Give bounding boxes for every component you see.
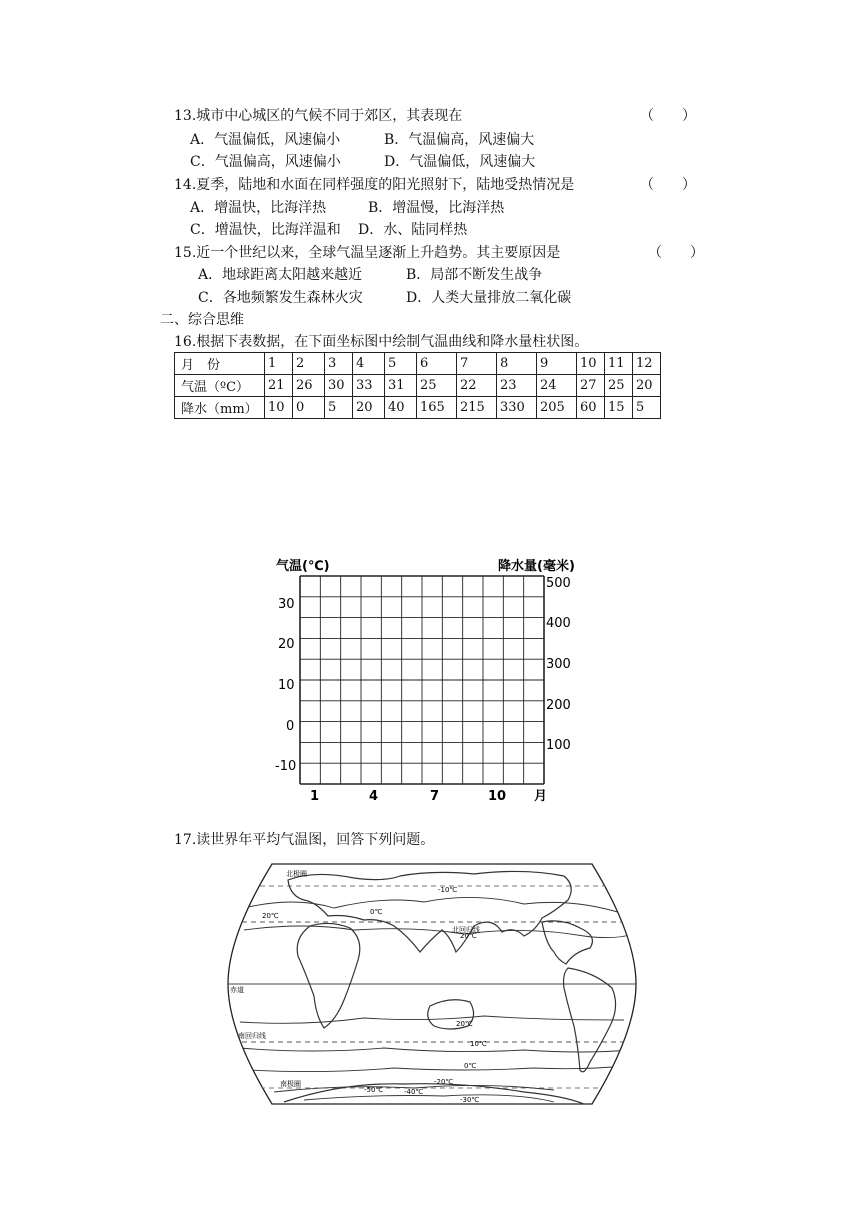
- table-cell: 20: [353, 397, 385, 419]
- q13-option-c: C．气温偏高，风速偏小: [190, 154, 341, 170]
- table-cell: 1: [265, 353, 293, 375]
- table-cell: 33: [353, 375, 385, 397]
- eurasia-outline: [288, 871, 571, 952]
- table-row-header: 月 份: [175, 353, 265, 375]
- q14-option-d: D．水、陆同样热: [358, 222, 468, 238]
- isotherm-10-south: [240, 1048, 630, 1052]
- table-cell: 10: [265, 397, 293, 419]
- label-arctic-circle: 北极圈: [286, 870, 307, 878]
- table-cell: 5: [633, 397, 661, 419]
- q13-answer-paren[interactable]: （ ）: [640, 108, 696, 124]
- label-isotherm: -50℃: [364, 1086, 384, 1094]
- q13-stem: 13.城市中心城区的气候不同于郊区，其表现在: [174, 108, 463, 124]
- x-tick-label: 4: [369, 789, 379, 804]
- table-cell: 24: [537, 375, 577, 397]
- table-row-precipitation: [175, 397, 661, 419]
- table-cell: 26: [293, 375, 325, 397]
- label-tropic-of-capricorn: 南回归线: [238, 1032, 266, 1040]
- q13-option-a: A．气温偏低，风速偏小: [190, 132, 341, 148]
- right-tick-label: 100: [546, 738, 571, 753]
- label-isotherm: 10℃: [470, 1040, 487, 1048]
- right-tick-label: 500: [546, 576, 571, 591]
- table-cell: 3: [325, 353, 353, 375]
- left-tick-label: 10: [278, 678, 295, 693]
- left-tick-label: 30: [278, 597, 295, 612]
- q15-option-b: B．局部不断发生战争: [406, 267, 543, 283]
- label-tropic-of-cancer: 北回归线: [452, 926, 480, 934]
- table-cell: 215: [457, 397, 497, 419]
- table-cell: 22: [457, 375, 497, 397]
- table-row-header: 气温（ºC）: [175, 375, 265, 397]
- table-cell: 8: [497, 353, 537, 375]
- q15-option-d: D．人类大量排放二氧化碳: [406, 290, 572, 306]
- left-tick-label: -10: [275, 759, 297, 774]
- table-row-months: [175, 353, 661, 375]
- label-isotherm: 20℃: [460, 932, 477, 940]
- section-heading: 二、综合思维: [160, 312, 244, 328]
- table-cell: 7: [457, 353, 497, 375]
- q16-stem: 16.根据下表数据，在下面坐标图中绘制气温曲线和降水量柱状图。: [174, 334, 589, 350]
- north-america-outline: [542, 921, 592, 964]
- label-isotherm: -20℃: [434, 1078, 454, 1086]
- q14-option-a: A．增温快，比海洋热: [190, 200, 327, 216]
- table-cell: 20: [633, 375, 661, 397]
- left-axis-title: 气温(℃): [276, 559, 330, 574]
- africa-outline: [297, 923, 360, 1028]
- table-cell: 12: [633, 353, 661, 375]
- table-cell: 0: [293, 397, 325, 419]
- q13-option-d: D．气温偏低，风速偏大: [384, 154, 536, 170]
- table-row-header: 降水（mm）: [175, 397, 265, 419]
- right-axis-title: 降水量(毫米): [498, 559, 575, 574]
- q13-option-b: B．气温偏高，风速偏大: [384, 132, 535, 148]
- table-cell: 5: [325, 397, 353, 419]
- left-tick-label: 20: [278, 637, 295, 652]
- table-cell: 27: [577, 375, 605, 397]
- label-isotherm: 0℃: [370, 908, 383, 916]
- label-equator: 赤道: [230, 986, 244, 994]
- table-cell: 330: [497, 397, 537, 419]
- table-cell: 6: [417, 353, 457, 375]
- table-cell: 10: [577, 353, 605, 375]
- table-cell: 165: [417, 397, 457, 419]
- table-cell: 205: [537, 397, 577, 419]
- x-tick-label: 7: [430, 789, 440, 804]
- x-tick-label: 1: [310, 789, 320, 804]
- world-temperature-map: [224, 856, 640, 1112]
- label-isotherm: 0℃: [464, 1062, 477, 1070]
- q14-option-b: B．增温慢，比海洋热: [368, 200, 505, 216]
- table-cell: 21: [265, 375, 293, 397]
- right-tick-label: 200: [546, 698, 571, 713]
- isotherm-0: [244, 897, 624, 914]
- q15-option-c: C．各地频繁发生森林火灾: [198, 290, 363, 306]
- q14-option-c: C．增温快，比海洋温和: [190, 222, 341, 238]
- q17-stem: 17.读世界年平均气温图，回答下列问题。: [174, 832, 435, 848]
- table-cell: 4: [353, 353, 385, 375]
- q15-answer-paren[interactable]: （ ）: [648, 245, 704, 261]
- label-isotherm: -10℃: [438, 886, 458, 894]
- x-axis-unit: 月: [534, 789, 548, 804]
- label-isotherm: 20℃: [262, 912, 279, 920]
- isotherm-neg40-south: [304, 1095, 554, 1102]
- table-cell: 9: [537, 353, 577, 375]
- table-row-temperature: [175, 375, 661, 397]
- table-cell: 40: [385, 397, 417, 419]
- table-cell: 5: [385, 353, 417, 375]
- table-cell: 60: [577, 397, 605, 419]
- q14-stem: 14.夏季，陆地和水面在同样强度的阳光照射下，陆地受热情况是: [174, 177, 575, 193]
- x-tick-label: 10: [488, 789, 507, 804]
- right-tick-label: 400: [546, 616, 571, 631]
- q15-stem: 15.近一个世纪以来，全球气温呈逐渐上升趋势。其主要原因是: [174, 245, 561, 261]
- label-antarctic-circle: 南极圈: [280, 1080, 301, 1088]
- climate-data-table: [174, 352, 661, 419]
- q14-answer-paren[interactable]: （ ）: [640, 177, 696, 193]
- isotherm-20-south: [240, 1016, 624, 1023]
- q15-option-a: A．地球距离太阳越来越近: [198, 267, 363, 283]
- chart-grid: [300, 576, 544, 784]
- left-tick-label: 0: [286, 719, 295, 734]
- isotherm-0-south: [248, 1066, 624, 1072]
- label-isotherm: -40℃: [404, 1088, 424, 1096]
- table-cell: 25: [605, 375, 633, 397]
- blank-climate-chart: [270, 554, 600, 804]
- table-cell: 31: [385, 375, 417, 397]
- table-cell: 2: [293, 353, 325, 375]
- table-cell: 30: [325, 375, 353, 397]
- table-cell: 11: [605, 353, 633, 375]
- right-tick-label: 300: [546, 657, 571, 672]
- table-cell: 15: [605, 397, 633, 419]
- label-isotherm: -30℃: [460, 1096, 480, 1104]
- table-cell: 23: [497, 375, 537, 397]
- table-cell: 25: [417, 375, 457, 397]
- label-isotherm: 20℃: [456, 1020, 473, 1028]
